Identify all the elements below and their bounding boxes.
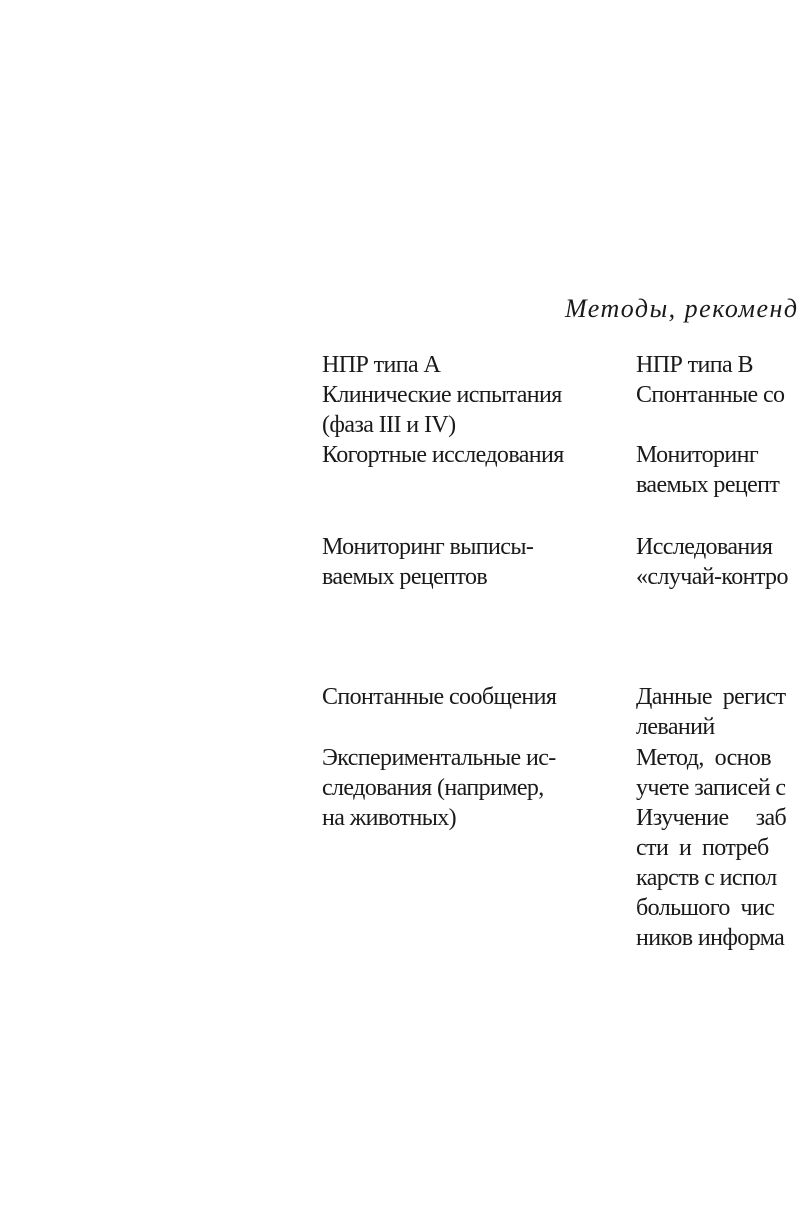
col-b-row-6-line-3: карств с испол — [636, 865, 777, 891]
col-b-row-3-line-2: «случай-контро — [636, 564, 788, 590]
col-a-row-1-word-2: испытания — [456, 382, 562, 408]
col-a-row-1-line-1 — [322, 380, 608, 410]
col-a-header — [322, 350, 608, 380]
col-a-row-5-line-1 — [322, 743, 608, 773]
col-a-row-5-word-4: (например, — [436, 775, 544, 801]
col-b-row-4 — [636, 682, 786, 742]
col-b-row-2 — [636, 440, 779, 500]
col-b-header — [636, 350, 753, 380]
col-b-row-5-line-1: Метод, основ — [636, 745, 771, 771]
col-a-row-5-line-3: на животных) — [322, 805, 457, 831]
col-a-row-3-line-2: ваемых рецептов — [322, 564, 488, 590]
col-a-row-3-word-2: выписы- — [449, 534, 534, 560]
col-b-row-4-line-2: леваний — [636, 714, 715, 740]
col-b-row-1 — [636, 380, 784, 410]
col-b-row-2-line-1: Мониторинг — [636, 442, 759, 468]
table-caption: Методы, рекоменд — [565, 294, 799, 323]
col-b-row-4-line-1: Данные регист — [636, 684, 786, 710]
col-b-row-3 — [636, 532, 788, 592]
col-a-row-5-word-3: следования — [322, 775, 432, 801]
col-b-row-6-line-1: Изучение заб — [636, 805, 787, 831]
col-a-row-1-word-1: Клинические — [322, 382, 452, 408]
col-b-header-text: НПР типа В — [636, 352, 753, 378]
col-a-row-3-line-1 — [322, 532, 608, 562]
col-b-row-5-line-2: учете записей с — [636, 775, 786, 801]
col-b-row-1-line-1: Спонтанные со — [636, 382, 785, 408]
col-a-row-1 — [322, 380, 608, 440]
col-a-row-4 — [322, 682, 608, 712]
col-a-header-text: НПР типа А — [322, 352, 441, 378]
col-b-row-6-line-5: ников информа — [636, 925, 785, 951]
col-b-row-3-line-1: Исследования — [636, 534, 773, 560]
col-a-row-5-word-2: ис- — [525, 745, 556, 771]
col-a-row-4-line-1: Спонтанные сообщения — [322, 684, 557, 710]
col-b-row-6 — [636, 803, 786, 953]
col-a-row-5 — [322, 743, 608, 833]
col-b-row-2-line-2: ваемых рецепт — [636, 472, 780, 498]
col-a-row-3-word-1: Мониторинг — [322, 534, 445, 560]
col-a-row-5-word-1: Экспериментальные — [322, 745, 521, 771]
col-b-row-6-line-4: большого чис — [636, 895, 775, 921]
col-a-row-2-line-1: Когортные исследования — [322, 442, 564, 468]
col-a-row-3 — [322, 532, 608, 592]
col-a-row-1-line-2: (фаза III и IV) — [322, 412, 456, 438]
col-b-row-6-line-2: сти и потреб — [636, 835, 769, 861]
col-a-row-2 — [322, 440, 608, 470]
col-b-row-5 — [636, 743, 785, 803]
col-a-row-5-line-2 — [322, 773, 608, 803]
